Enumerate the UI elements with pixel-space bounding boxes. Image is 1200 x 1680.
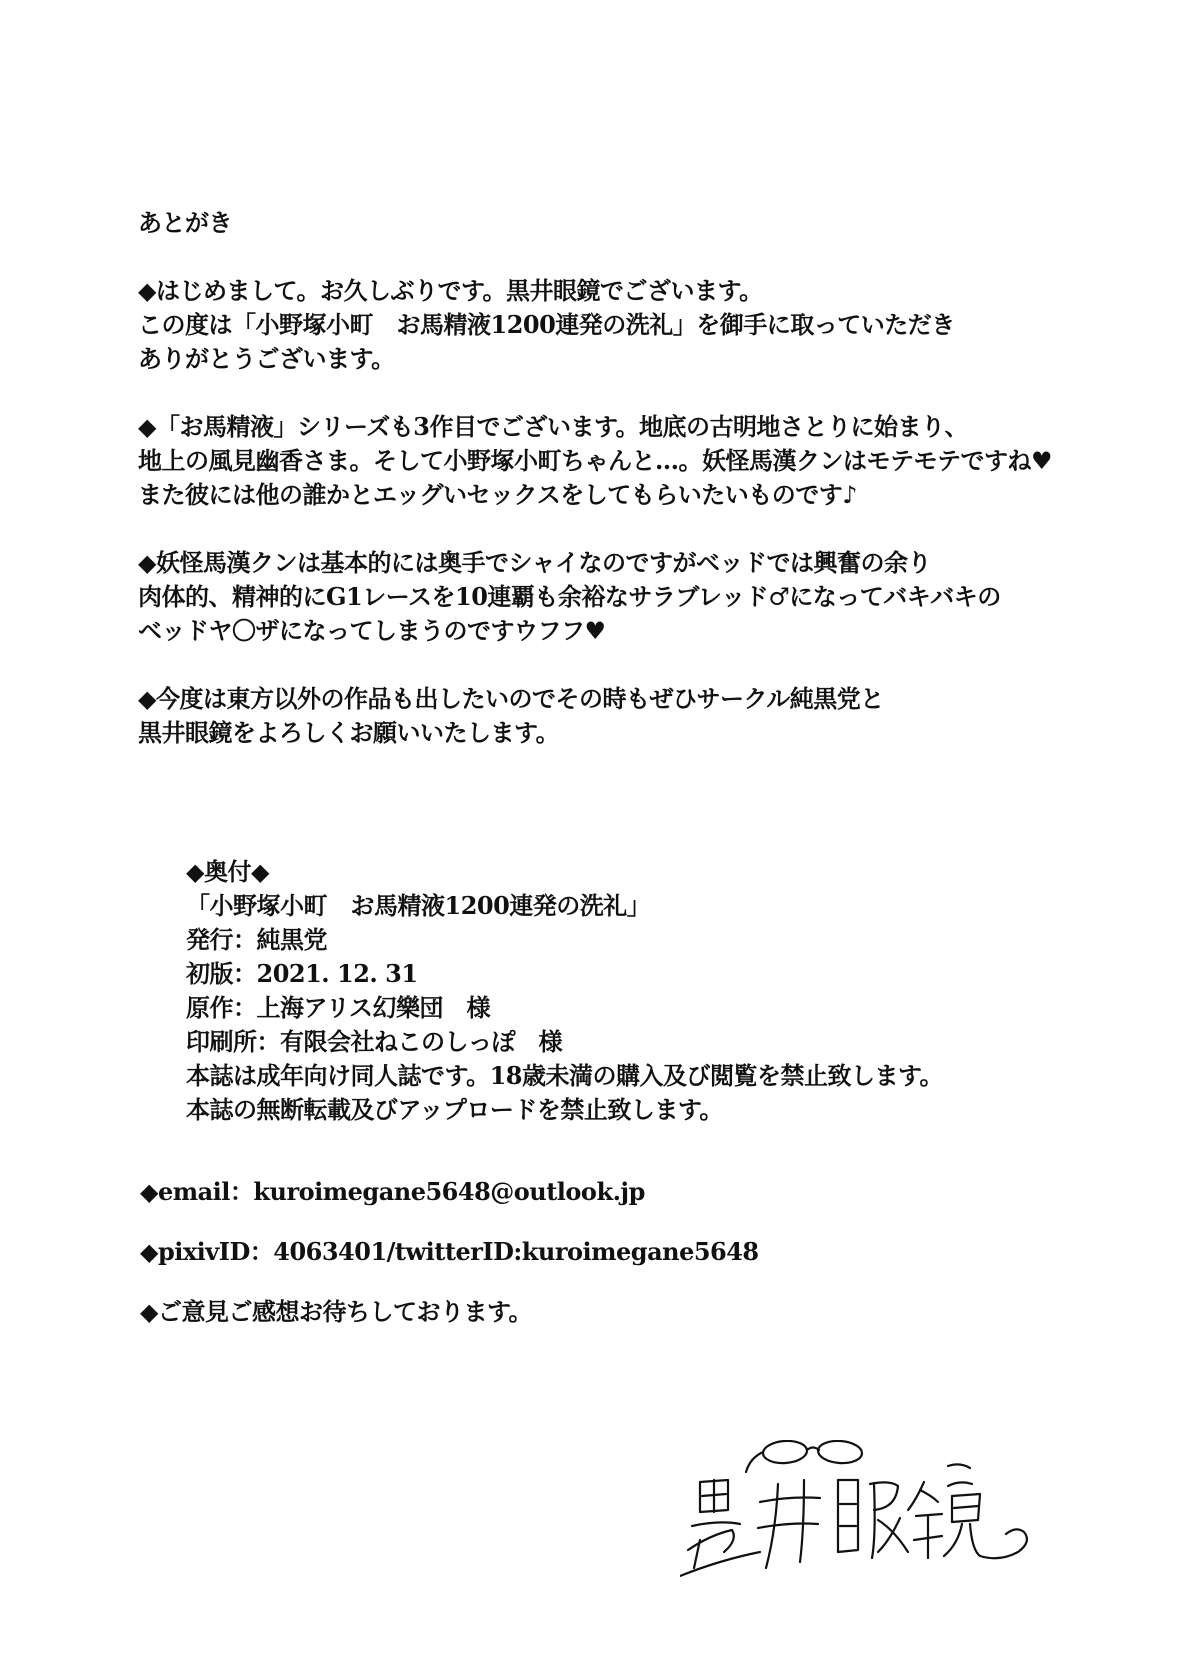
afterword-line: また彼には他の誰かとエッグいセックスをしてもらいたいものです♪: [138, 480, 858, 509]
afterword-line: 地上の風見幽香さま。そして小野塚小町ちゃんと…。妖怪馬漢クンはモテモテですね♥: [138, 446, 1053, 475]
contact-feedback: ◆ご意見ご感想お待ちしております。: [140, 1297, 533, 1326]
contact-social-ids: ◆pixivID：4063401/twitterID:kuroimegane5648: [140, 1237, 759, 1266]
colophon-section: [186, 855, 1146, 1127]
colophon-original-work: 原作：上海アリス幻樂団 様: [186, 993, 491, 1022]
afterword-paragraph: [138, 410, 1138, 512]
afterword-line: ベッドヤ〇ザになってしまうのですウフフ♥: [138, 616, 606, 645]
afterword-paragraph: [138, 546, 1138, 648]
afterword-section: [138, 206, 1138, 784]
colophon-heading: ◆奥付◆: [186, 857, 269, 886]
afterword-line: ◆「お馬精液」シリーズも3作目でございます。地底の古明地さとりに始まり、: [138, 412, 969, 441]
contact-section: [140, 1175, 1040, 1355]
colophon-age-notice: 本誌は成年向け同人誌です。18歳未満の購入及び閲覧を禁止致します。: [186, 1061, 944, 1090]
afterword-title: あとがき: [138, 208, 232, 237]
afterword-line: ◆妖怪馬漢クンは基本的には奥手でシャイなのですがベッドでは興奮の余り: [138, 548, 931, 577]
colophon-publisher: 発行：純黒党: [186, 925, 327, 954]
signature-drawing: [680, 1440, 1040, 1590]
colophon-first-edition: 初版：2021. 12. 31: [186, 959, 418, 988]
afterword-line: ありがとうございます。: [138, 344, 395, 373]
colophon-copyright-notice: 本誌の無断転載及びアップロードを禁止致します。: [186, 1095, 723, 1124]
afterword-paragraph: [138, 682, 1138, 750]
afterword-line: 黒井眼鏡をよろしくお願いいたします。: [138, 718, 560, 747]
handwritten-signature: [680, 1440, 1040, 1590]
colophon-title: 「小野塚小町 お馬精液1200連発の洗礼」: [186, 891, 651, 920]
contact-email: ◆email：kuroimegane5648@outlook.jp: [140, 1177, 645, 1206]
afterword-line: 肉体的、精神的にG1レースを10連覇も余裕なサラブレッド♂になってバキバキの: [138, 582, 1001, 611]
afterword-paragraph: [138, 274, 1138, 376]
afterword-line: ◆今度は東方以外の作品も出したいのでその時もぜひサークル純黒党と: [138, 684, 884, 713]
afterword-line: ◆はじめまして。お久しぶりです。黒井眼鏡でございます。: [138, 276, 763, 305]
colophon-printer: 印刷所：有限会社ねこのしっぽ 様: [186, 1027, 562, 1056]
afterword-line: この度は「小野塚小町 お馬精液1200連発の洗礼」を御手に取っていただき: [138, 310, 955, 339]
